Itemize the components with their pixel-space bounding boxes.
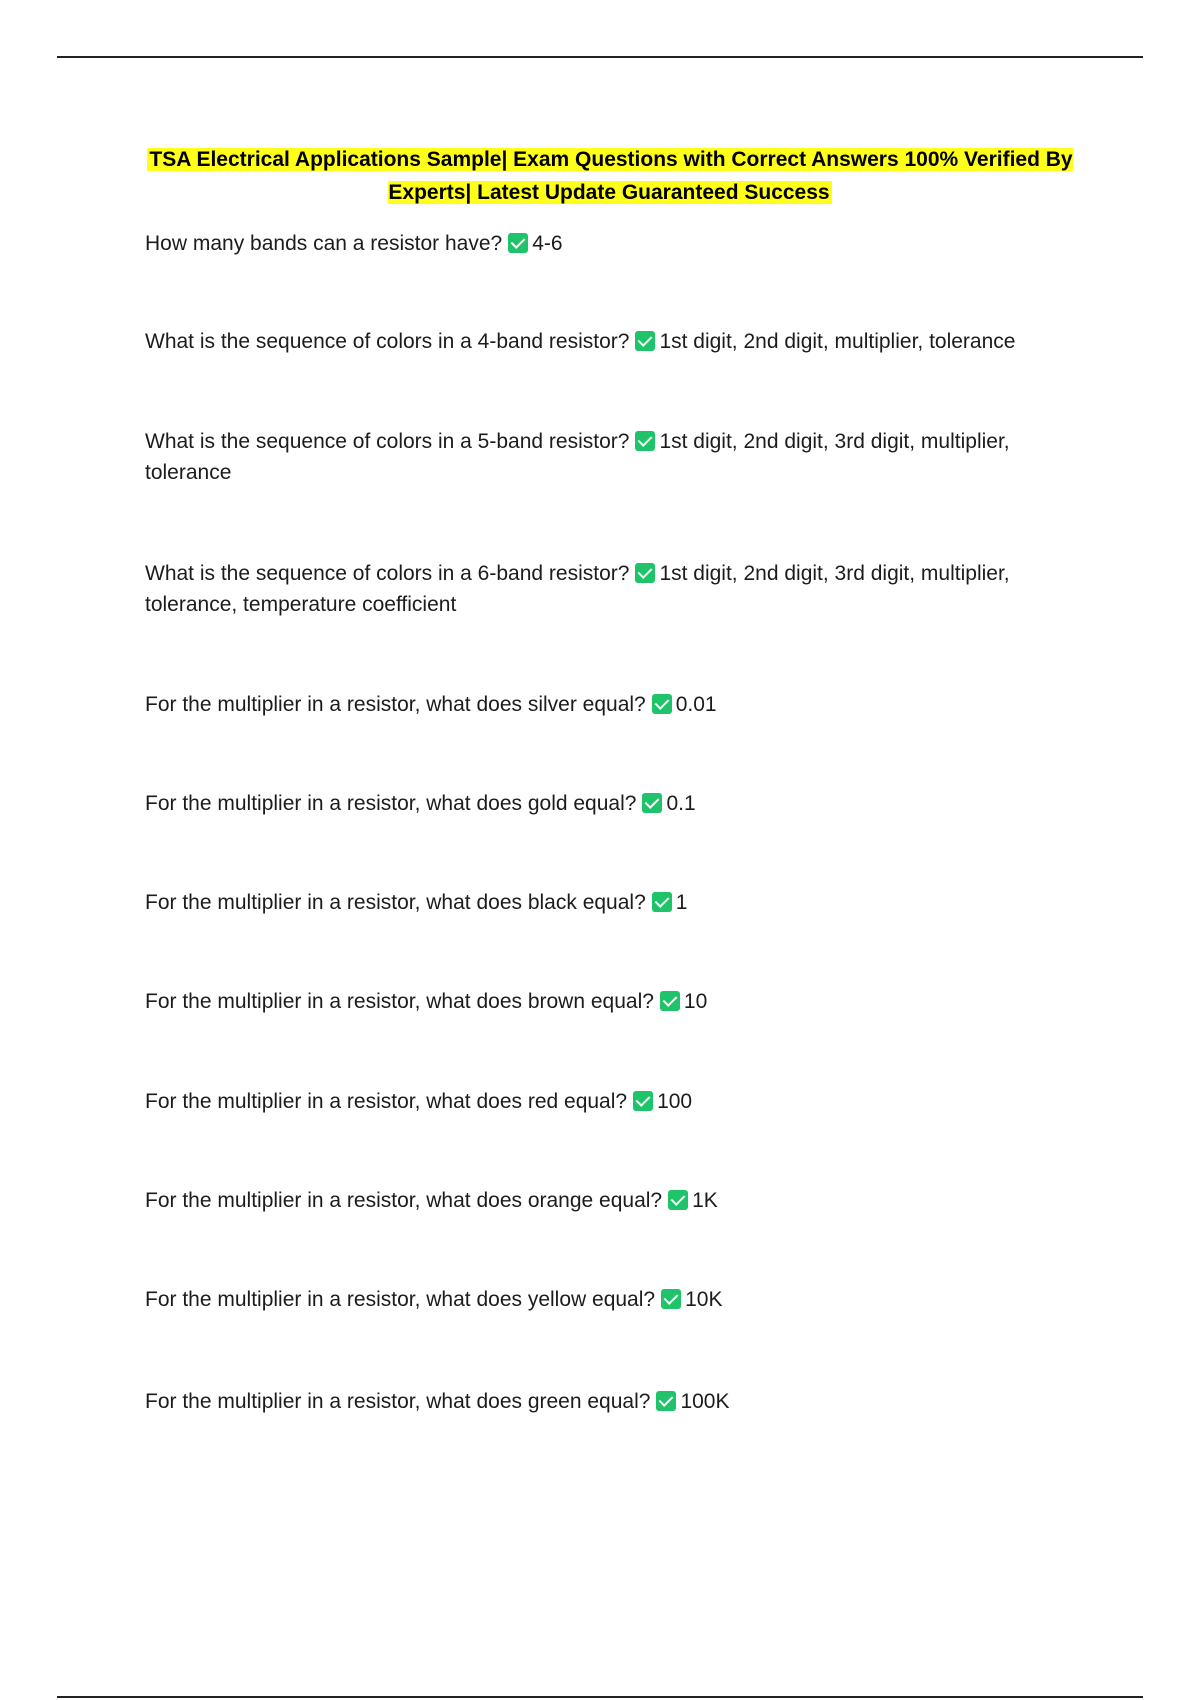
question-text: What is the sequence of colors in a 6-band resistor? <box>145 562 630 585</box>
qa-item <box>145 986 1080 1017</box>
answer-text: 100 <box>657 1090 693 1113</box>
answer-text: 1K <box>692 1189 718 1212</box>
check-mark-icon <box>668 1190 688 1210</box>
check-mark-icon <box>633 1091 653 1111</box>
answer-text: 100K <box>680 1390 730 1413</box>
qa-item <box>145 1284 1080 1315</box>
question-text: For the multiplier in a resistor, what does yellow equal? <box>145 1288 656 1311</box>
question-text: For the multiplier in a resistor, what does orange equal? <box>145 1189 663 1212</box>
answer-text: 0.1 <box>666 792 696 815</box>
question-text: For the multiplier in a resistor, what does black equal? <box>145 891 646 914</box>
question-text: For the multiplier in a resistor, what does gold equal? <box>145 792 637 815</box>
answer-text: 4-6 <box>532 232 563 255</box>
answer-text: 1st digit, 2nd digit, 3rd digit, multiplier, tolerance <box>145 430 1010 484</box>
question-text: For the multiplier in a resistor, what does brown equal? <box>145 990 654 1013</box>
question-text: How many bands can a resistor have? <box>145 232 503 255</box>
question-text: For the multiplier in a resistor, what does red equal? <box>145 1090 628 1113</box>
check-mark-icon <box>642 793 662 813</box>
question-text: For the multiplier in a resistor, what does silver equal? <box>145 693 646 716</box>
answer-text: 0.01 <box>675 693 717 716</box>
footer-rule <box>57 1696 1143 1698</box>
qa-item <box>145 1086 1080 1117</box>
check-mark-icon <box>635 563 655 583</box>
question-text: For the multiplier in a resistor, what does green equal? <box>145 1390 651 1413</box>
header-rule <box>57 56 1143 58</box>
qa-item <box>145 887 1080 918</box>
answer-text: 1 <box>675 891 688 914</box>
answer-text: 1st digit, 2nd digit, 3rd digit, multiplier, tolerance, temperature coefficient <box>145 562 1010 616</box>
qa-item <box>145 689 1080 720</box>
check-mark-icon <box>652 694 672 714</box>
answer-text: 10 <box>683 990 708 1013</box>
question-text: What is the sequence of colors in a 4-band resistor? <box>145 330 630 353</box>
qa-item <box>145 228 1080 259</box>
check-mark-icon <box>656 1391 676 1411</box>
qa-item <box>145 426 1080 488</box>
document-title <box>140 143 1080 209</box>
qa-item <box>145 558 1080 620</box>
qa-item <box>145 326 1080 357</box>
check-mark-icon <box>635 331 655 351</box>
qa-item <box>145 788 1080 819</box>
check-mark-icon <box>508 233 528 253</box>
check-mark-icon <box>660 991 680 1011</box>
answer-text: 1st digit, 2nd digit, multiplier, tolerance <box>659 330 1016 353</box>
answer-text: 10K <box>685 1288 723 1311</box>
check-mark-icon <box>652 892 672 912</box>
question-text: What is the sequence of colors in a 5-band resistor? <box>145 430 630 453</box>
check-mark-icon <box>661 1289 681 1309</box>
qa-item <box>145 1185 1080 1216</box>
check-mark-icon <box>635 431 655 451</box>
qa-item <box>145 1386 1080 1417</box>
document-title-text: TSA Electrical Applications Sample| Exam Questions with Correct Answers 100% Verified By Experts| Latest Update Guaranteed Success <box>149 148 1073 204</box>
